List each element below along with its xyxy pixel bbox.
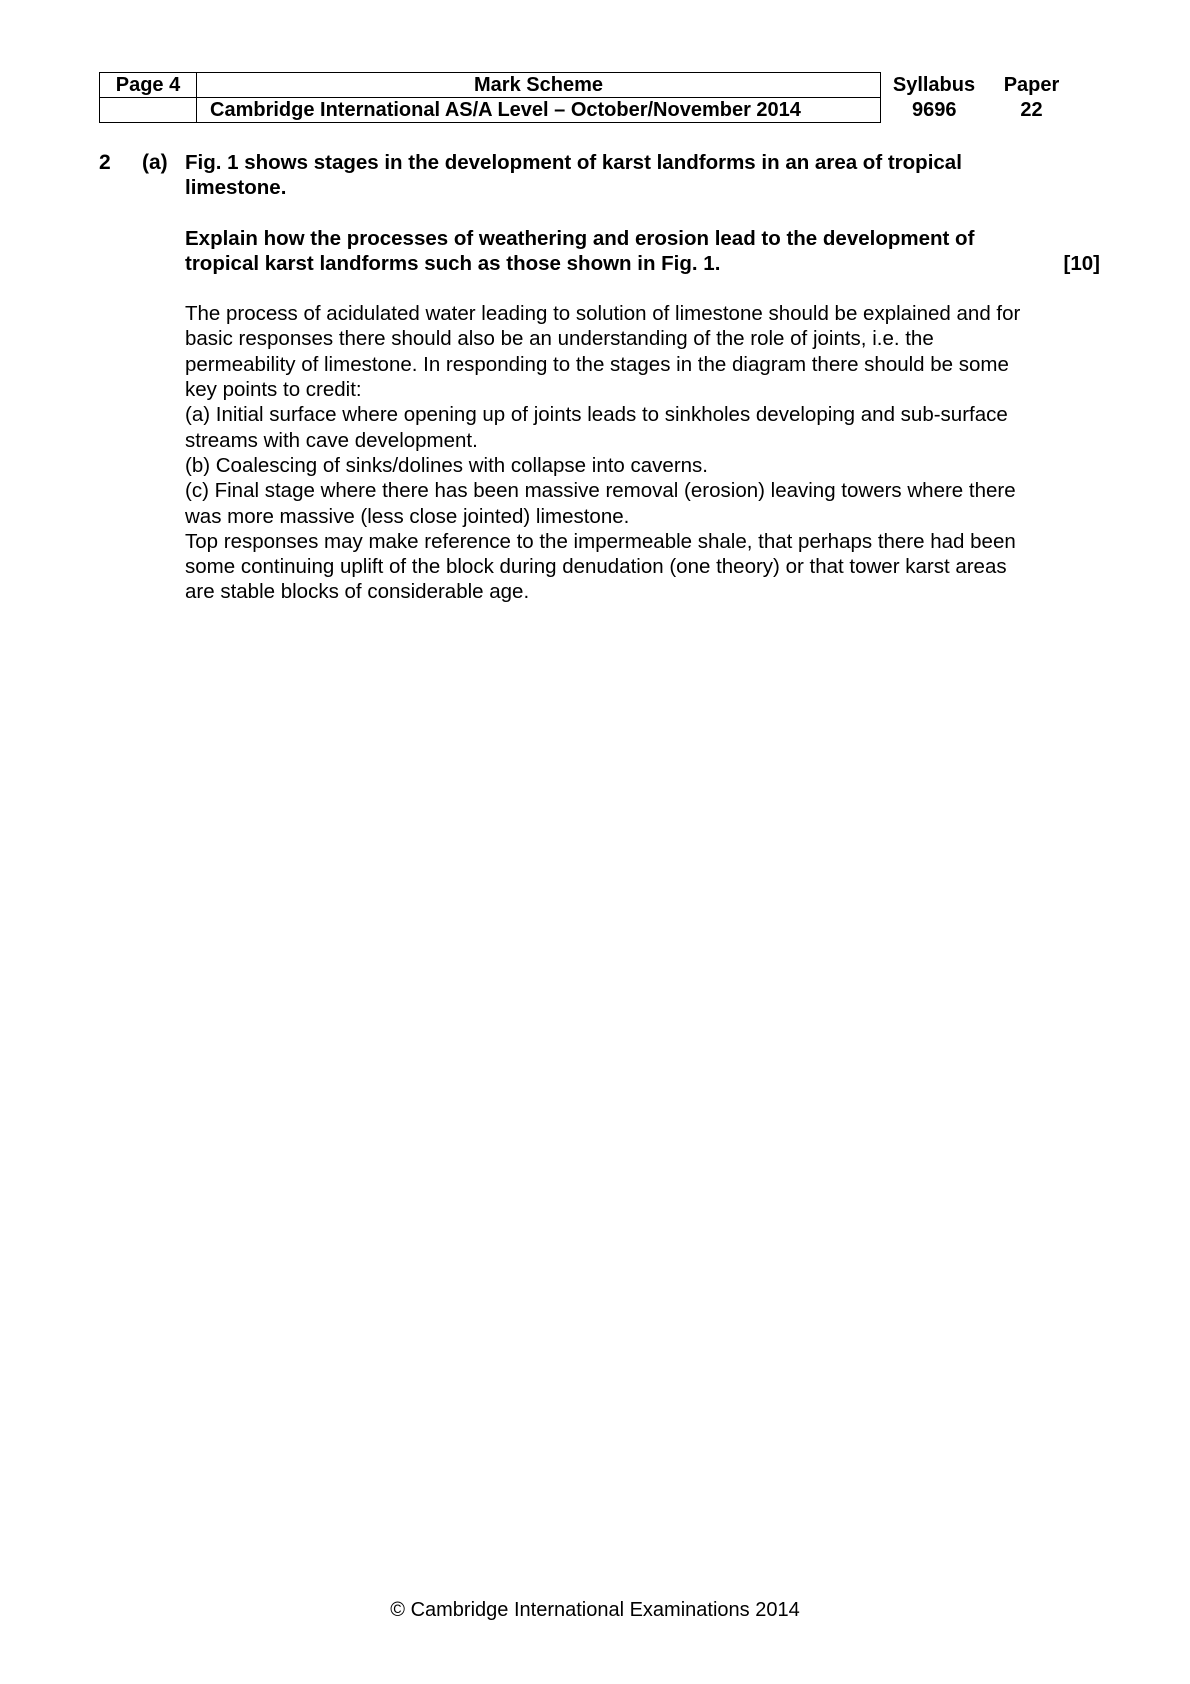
answer-line: key points to credit: <box>185 378 362 402</box>
answer-line: permeability of limestone. In responding to the stages in the diagram there should be some <box>185 352 1009 376</box>
answer-line: The process of acidulated water leading to solution of limestone should be explained and for <box>185 302 1021 326</box>
answer-line: (a) Initial surface where opening up of joints leads to sinkholes developing and sub-surface <box>185 403 1008 427</box>
task-line-2-row <box>185 251 1100 276</box>
syllabus-label: Syllabus <box>892 74 976 96</box>
header-title: Mark Scheme <box>197 73 881 98</box>
header-row-1 <box>100 73 1076 98</box>
answer-line: streams with cave development. <box>185 428 478 452</box>
header-row-2 <box>100 98 1076 123</box>
paper-value: 22 <box>1020 99 1043 121</box>
footer-copyright: © Cambridge International Examinations 2014 <box>390 1599 800 1621</box>
question-content <box>185 150 1100 605</box>
prompt-line-2: limestone. <box>185 176 287 200</box>
task-line-1: Explain how the processes of weathering and erosion lead to the development of <box>185 226 975 250</box>
header-table <box>99 72 1076 123</box>
answer-block <box>185 301 1100 605</box>
answer-line: (c) Final stage where there has been massive removal (erosion) leaving towers where there <box>185 479 1016 503</box>
marks-badge: [10] <box>1063 251 1100 275</box>
prompt-line-1: Fig. 1 shows stages in the development of karst landforms in an area of tropical <box>185 151 962 174</box>
syllabus-value: 9696 <box>912 99 957 121</box>
page-label-blank <box>100 98 197 123</box>
task-line-2: tropical karst landforms such as those shown in Fig. 1. <box>185 251 721 275</box>
answer-line: basic responses there should also be an understanding of the role of joints, i.e. the <box>185 327 934 351</box>
question-number: 2 <box>99 151 111 174</box>
answer-line: are stable blocks of considerable age. <box>185 580 530 604</box>
header-subtitle: Cambridge International AS/A Level – October/November 2014 <box>197 98 881 123</box>
page-label: Page 4 <box>100 73 197 98</box>
answer-line: was more massive (less close jointed) limestone. <box>185 504 630 528</box>
answer-line: (b) Coalescing of sinks/dolines with collapse into caverns. <box>185 453 709 477</box>
answer-line: Top responses may make reference to the impermeable shale, that perhaps there had been <box>185 529 1016 553</box>
paper-label: Paper <box>1003 74 1060 96</box>
question-part: (a) <box>142 151 168 174</box>
answer-line: some continuing uplift of the block during denudation (one theory) or that tower karst areas <box>185 555 1007 579</box>
